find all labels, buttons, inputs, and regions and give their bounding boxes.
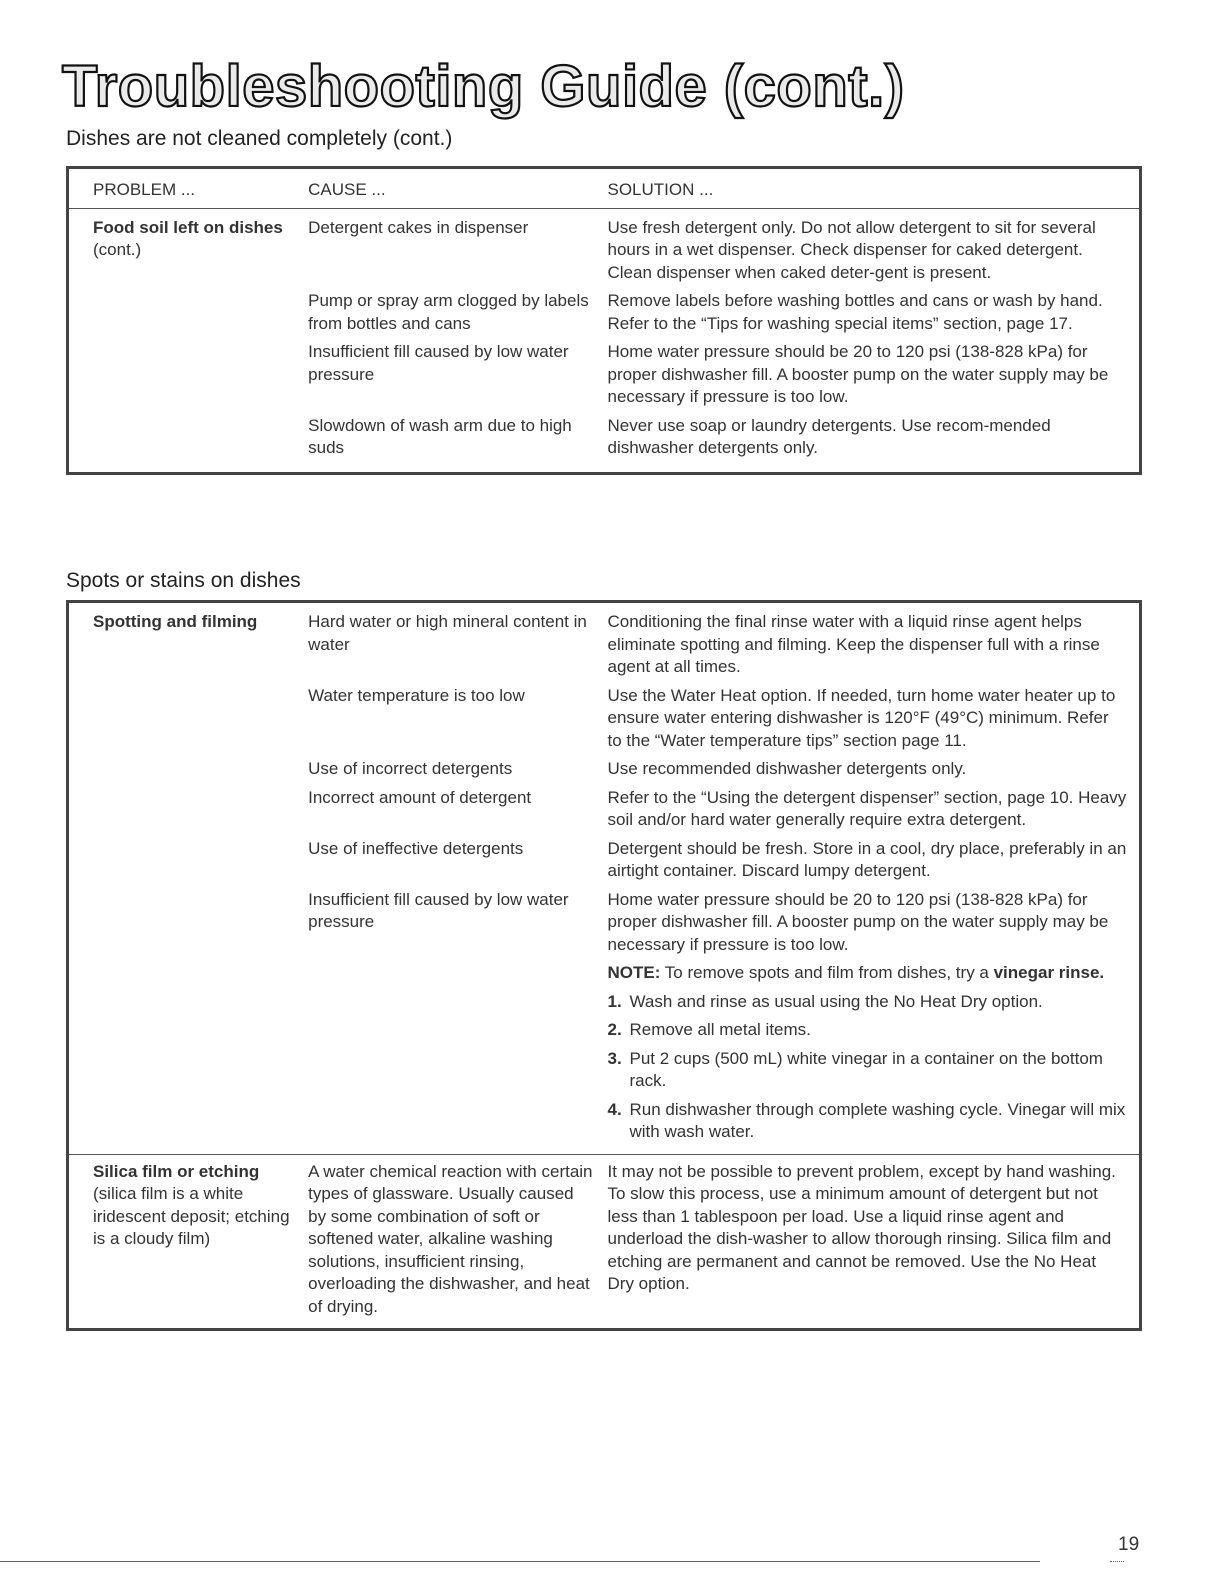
- solution-cell: Use the Water Heat option. If needed, turn home water heater up to ensure water entering dishwasher is 120°F (49°C) minimum. Refer to the “Water temperature tips” section page 11.: [607, 685, 1116, 750]
- solution-cell: Use fresh detergent only. Do not allow detergent to sit for several hours in a wet dispenser. Check dispenser for caked detergent. Clean dispenser when caked deter-gent is present.: [607, 217, 1096, 282]
- note-text: To remove spots and film from dishes, try a: [660, 963, 994, 982]
- solution-text: Home water pressure should be 20 to 120 psi (138-828 kPa) for proper dishwasher fill. A booster pump on the water supply may be necessary if pressure is too low.: [607, 889, 1109, 954]
- header-problem: PROBLEM ...: [68, 168, 309, 209]
- problem-cell: [68, 208, 309, 473]
- troubleshooting-table-spots: [66, 600, 1142, 1331]
- step-text: Run dishwasher through complete washing cycle. Vinegar will mix with wash water.: [629, 1099, 1126, 1141]
- cause-cell: Detergent cakes in dispenser: [308, 217, 529, 237]
- footer-rule-dots: [1110, 1561, 1124, 1563]
- solution-cell: Refer to the “Using the detergent dispenser” section, page 10. Heavy soil and/or hard water generally require extra detergent.: [607, 787, 1127, 829]
- step-number: 1.: [607, 991, 622, 1011]
- cause-cell: Use of ineffective detergents: [308, 838, 524, 858]
- step-text: Wash and rinse as usual using the No Heat Dry option.: [629, 991, 1043, 1011]
- step-text: Remove all metal items.: [629, 1020, 811, 1039]
- troubleshooting-table-cleaning: [66, 166, 1142, 475]
- cause-cell: Slowdown of wash arm due to high suds: [308, 415, 572, 457]
- solution-cell: Remove labels before washing bottles and cans or wash by hand. Refer to the “Tips for washing special items” section, page 17.: [607, 291, 1103, 333]
- cause-cell: Pump or spray arm clogged by labels from bottles and cans: [308, 291, 589, 333]
- header-cause: CAUSE ...: [308, 168, 607, 209]
- solution-cell: It may not be possible to prevent problem, except by hand washing. To slow this process, use a minimum amount of detergent but not less than 1 tablespoon per load. Use a liquid rinse agent and underload the dish-washer to allow thorough rinsing. Silica film and etching are permanent and cannot be removed. Use the No Heat Dry option.: [608, 1154, 1141, 1330]
- cause-cell: A water chemical reaction with certain types of glassware. Usually caused by some combination of soft or softened water, alkaline washing solutions, insufficient rinsing, overloading the dishwasher, and heat of drying.: [308, 1154, 607, 1330]
- header-solution: SOLUTION ...: [608, 168, 1141, 209]
- problem-suffix: (cont.): [93, 240, 142, 259]
- step-number: 3.: [607, 1048, 622, 1068]
- list-item: [608, 991, 1128, 1014]
- solution-cell: Never use soap or laundry detergents. Use recom-mended dishwasher detergents only.: [607, 415, 1051, 457]
- solution-cell: Conditioning the final rinse water with a liquid rinse agent helps eliminate spotting and filming. Keep the dispenser full with a rinse agent at all times.: [607, 612, 1100, 676]
- table-row: [68, 602, 1141, 679]
- footer-rule: [0, 1561, 1040, 1562]
- note-label: NOTE:: [607, 963, 661, 982]
- cause-cell: Use of incorrect detergents: [308, 759, 513, 778]
- section-heading-spots-stains: Spots or stains on dishes: [66, 569, 301, 592]
- table-header-row: [68, 168, 1141, 209]
- list-item: [608, 1099, 1128, 1144]
- cause-cell: Insufficient fill caused by low water pressure: [308, 889, 569, 931]
- table-row: [68, 208, 1141, 284]
- note-emphasis: vinegar rinse.: [993, 963, 1105, 982]
- solution-cell: Detergent should be fresh. Store in a cool, dry place, preferably in an airtight container. Discard lumpy detergent.: [607, 838, 1127, 880]
- cause-cell: Insufficient fill caused by low water pressure: [308, 342, 569, 384]
- section-heading-dishes-not-cleaned: Dishes are not cleaned completely (cont.): [66, 127, 453, 150]
- problem-cell: [68, 1154, 309, 1330]
- problem-label: Food soil left on dishes: [93, 217, 283, 237]
- problem-label: Silica film or etching: [93, 1161, 260, 1181]
- step-number: 2.: [607, 1020, 622, 1039]
- step-text: Put 2 cups (500 mL) white vinegar in a container on the bottom rack.: [629, 1048, 1103, 1090]
- cause-cell: Hard water or high mineral content in water: [308, 612, 587, 654]
- problem-cell: [68, 602, 309, 1155]
- cause-cell: Incorrect amount of detergent: [308, 787, 532, 807]
- cause-cell: Water temperature is too low: [308, 685, 525, 705]
- list-item: [608, 1019, 1128, 1042]
- solution-cell: Use recommended dishwasher detergents only.: [607, 759, 967, 778]
- problem-detail: (silica film is a white iridescent deposit; etching is a cloudy film): [93, 1184, 290, 1248]
- page-title: Troubleshooting Guide (cont.): [62, 54, 905, 119]
- page-number: 19: [1118, 1534, 1140, 1555]
- problem-label: Spotting and filming: [93, 612, 258, 631]
- list-item: [608, 1048, 1128, 1093]
- solution-cell: [608, 883, 1141, 1155]
- table-row: [68, 1154, 1141, 1330]
- step-number: 4.: [607, 1099, 622, 1119]
- vinegar-rinse-note: [608, 962, 1128, 985]
- solution-cell: Home water pressure should be 20 to 120 psi (138-828 kPa) for proper dishwasher fill. A booster pump on the water supply may be necessary if pressure is too low.: [607, 342, 1109, 406]
